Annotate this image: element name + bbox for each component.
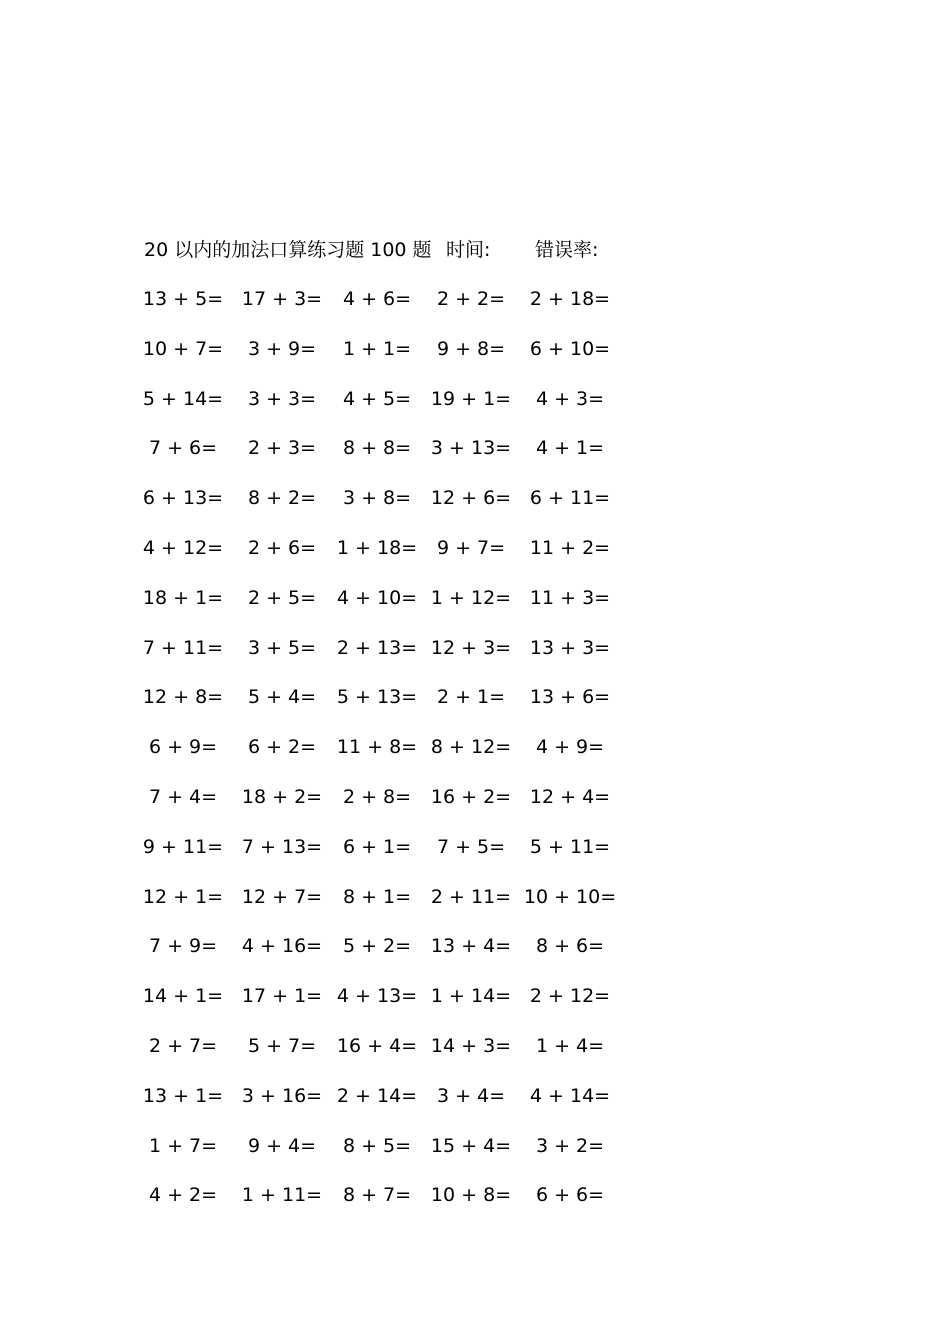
addition-problem: 2 + 5= (247, 586, 317, 609)
addition-problem: 2 + 11= (430, 885, 512, 908)
addition-problem: 4 + 13= (336, 985, 418, 1008)
addition-problem: 4 + 10= (336, 586, 418, 609)
addition-problem: 1 + 12= (430, 586, 512, 609)
addition-problem: 5 + 14= (142, 387, 224, 410)
addition-problem: 12 + 8= (142, 686, 224, 709)
addition-problem: 8 + 5= (342, 1134, 412, 1157)
addition-problem: 8 + 2= (247, 487, 317, 510)
addition-problem: 9 + 7= (436, 537, 506, 559)
addition-problem: 6 + 13= (142, 487, 224, 510)
addition-problem: 9 + 8= (436, 337, 506, 360)
addition-problem: 7 + 13= (241, 835, 323, 858)
addition-problem: 7 + 6= (148, 437, 218, 460)
addition-problem: 17 + 1= (241, 985, 323, 1008)
addition-problem: 2 + 1= (436, 686, 506, 709)
addition-problem: 12 + 4= (529, 786, 611, 808)
addition-problem: 1 + 14= (430, 985, 512, 1008)
addition-problem: 4 + 1= (535, 437, 605, 460)
worksheet-title: 20 以内的加法口算练习题 100 题 (144, 239, 432, 261)
addition-problem: 6 + 10= (529, 337, 611, 360)
addition-problem: 4 + 9= (535, 736, 605, 759)
addition-problem: 1 + 1= (342, 337, 412, 360)
addition-problem: 6 + 6= (535, 1184, 605, 1207)
time-label: 时间: (446, 239, 491, 261)
addition-problem: 11 + 3= (529, 586, 611, 609)
addition-problem: 7 + 5= (436, 835, 506, 858)
addition-problem: 3 + 2= (535, 1134, 605, 1157)
addition-problem: 13 + 3= (529, 636, 611, 659)
addition-problem: 5 + 11= (529, 835, 611, 858)
addition-problem: 12 + 7= (241, 885, 323, 908)
addition-problem: 3 + 8= (342, 487, 412, 510)
addition-problem: 8 + 1= (342, 885, 412, 908)
addition-problem: 2 + 2= (436, 288, 506, 310)
addition-problem: 3 + 9= (247, 337, 317, 360)
addition-problem: 4 + 3= (535, 387, 605, 410)
addition-problem: 6 + 9= (148, 736, 218, 759)
addition-problem: 8 + 6= (535, 935, 605, 958)
addition-problem: 10 + 10= (523, 885, 617, 908)
addition-problem: 14 + 1= (142, 985, 224, 1008)
addition-problem: 6 + 11= (529, 487, 611, 510)
addition-problem: 18 + 1= (142, 586, 224, 609)
addition-problem: 2 + 6= (247, 537, 317, 559)
addition-problem: 7 + 4= (148, 786, 218, 808)
addition-problem: 2 + 7= (148, 1035, 218, 1057)
addition-problem: 4 + 16= (241, 935, 323, 958)
addition-problem: 1 + 7= (148, 1134, 218, 1157)
addition-problem: 16 + 2= (430, 786, 512, 808)
addition-problem: 2 + 8= (342, 786, 412, 808)
addition-problem: 15 + 4= (430, 1134, 512, 1157)
addition-problem: 4 + 5= (342, 387, 412, 410)
addition-problem: 4 + 2= (148, 1184, 218, 1207)
addition-problem: 7 + 9= (148, 935, 218, 958)
addition-problem: 14 + 3= (430, 1035, 512, 1057)
addition-problem: 8 + 8= (342, 437, 412, 460)
addition-problem: 11 + 2= (529, 537, 611, 559)
addition-problem: 13 + 4= (430, 935, 512, 958)
addition-problem: 11 + 8= (336, 736, 418, 759)
addition-problem: 12 + 1= (142, 885, 224, 908)
addition-problem: 13 + 6= (529, 686, 611, 709)
addition-problem: 2 + 13= (336, 636, 418, 659)
addition-problem: 18 + 2= (241, 786, 323, 808)
addition-problem: 4 + 6= (342, 288, 412, 310)
error-rate-label: 错误率: (535, 239, 599, 261)
addition-problem: 1 + 4= (535, 1035, 605, 1057)
addition-problem: 3 + 16= (241, 1084, 323, 1107)
addition-problem: 7 + 11= (142, 636, 224, 659)
addition-problem: 12 + 6= (430, 487, 512, 510)
addition-problem: 2 + 12= (529, 985, 611, 1008)
addition-problem: 3 + 13= (430, 437, 512, 460)
addition-problem: 2 + 3= (247, 437, 317, 460)
addition-problem: 19 + 1= (430, 387, 512, 410)
addition-problem: 16 + 4= (336, 1035, 418, 1057)
addition-problem: 9 + 4= (247, 1134, 317, 1157)
addition-problem: 6 + 1= (342, 835, 412, 858)
addition-problem: 9 + 11= (142, 835, 224, 858)
addition-problem: 5 + 13= (336, 686, 418, 709)
addition-problem: 2 + 18= (529, 288, 611, 310)
addition-problem: 2 + 14= (336, 1084, 418, 1107)
addition-problem: 4 + 12= (142, 537, 224, 559)
addition-problem: 13 + 1= (142, 1084, 224, 1107)
addition-problem: 1 + 11= (241, 1184, 323, 1207)
addition-problem: 10 + 7= (142, 337, 224, 360)
addition-problem: 3 + 3= (247, 387, 317, 410)
addition-problem: 5 + 7= (247, 1035, 317, 1057)
addition-problem: 4 + 14= (529, 1084, 611, 1107)
addition-problem: 17 + 3= (241, 288, 323, 310)
addition-problem: 10 + 8= (430, 1184, 512, 1207)
addition-problem: 5 + 4= (247, 686, 317, 709)
addition-problem: 12 + 3= (430, 636, 512, 659)
addition-problem: 5 + 2= (342, 935, 412, 958)
addition-problem: 3 + 5= (247, 636, 317, 659)
addition-problem: 6 + 2= (247, 736, 317, 759)
addition-problem: 8 + 12= (430, 736, 512, 759)
addition-problem: 3 + 4= (436, 1084, 506, 1107)
addition-problem: 1 + 18= (336, 537, 418, 559)
addition-problem: 8 + 7= (342, 1184, 412, 1207)
addition-problem: 13 + 5= (142, 288, 224, 310)
